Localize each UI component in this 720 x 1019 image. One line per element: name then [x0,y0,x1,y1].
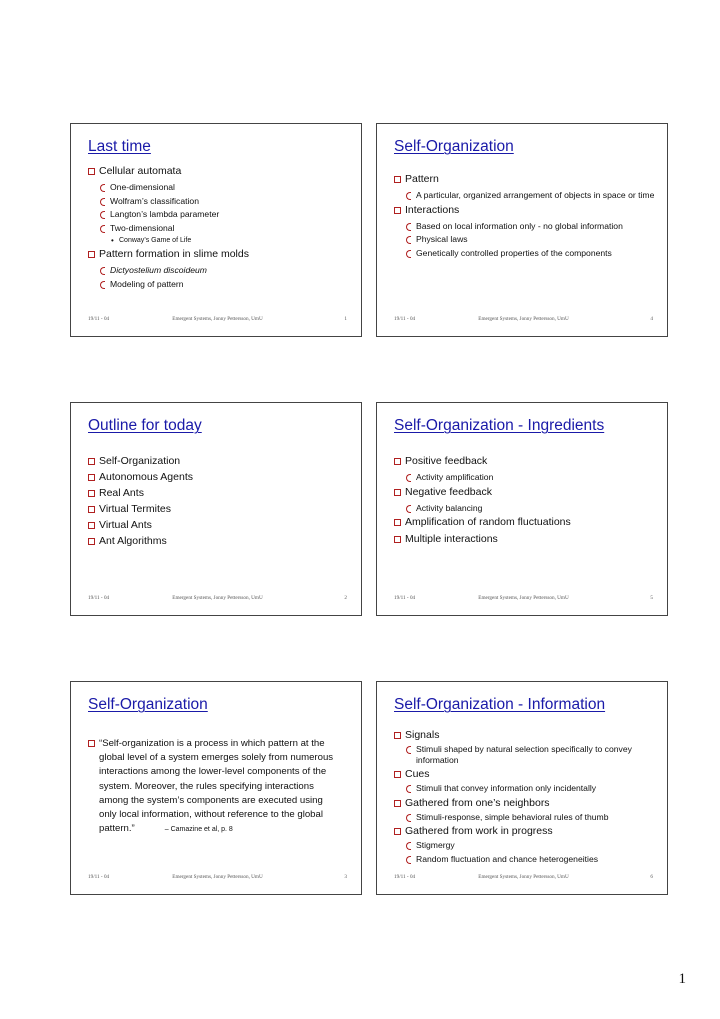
footer-date: 19/11 - 04 [394,595,416,601]
slide-number: 3 [344,874,347,880]
slide-number: 4 [650,316,653,322]
bullet: Autonomous Agents [88,471,353,484]
bullet: Pattern [394,173,659,186]
slide-body [88,737,337,841]
sub-bullet: Genetically controlled properties of the components [405,248,659,259]
slide-footer [88,595,347,604]
slide-self-organization [376,123,668,337]
bullet: Signals [394,729,659,742]
slide-body [394,455,659,550]
slide-body [394,729,659,867]
sub-bullet: Physical laws [405,234,659,245]
footer-date: 19/11 - 04 [88,874,110,880]
sub-bullet: Dictyostelium discoideum [99,265,353,276]
slide-title: Outline for today [88,417,202,434]
sub-bullet: Stimuli-response, simple behavioral rules of thumb [405,812,659,823]
footer-date: 19/11 - 04 [88,595,110,601]
sub-bullet: A particular, organized arrangement of objects in space or time [405,190,659,201]
sub-bullet: Based on local information only - no global information [405,221,659,232]
bullet: Interactions [394,204,659,217]
slide-body [88,455,353,551]
slide-outline [70,402,362,616]
footer-author: Emergent Systems, Jonny Pettersson, UmU [478,316,569,322]
sub-bullet: Activity amplification [405,472,659,483]
sub-sub-bullet: • Conway’s Game of Life [110,236,353,245]
slide-ingredients [376,402,668,616]
sub-bullet: One-dimensional [99,182,353,193]
bullet: Gathered from one’s neighbors [394,797,659,810]
quote-bullet [88,737,337,837]
sub-bullet: Wolfram’s classification [99,196,353,207]
footer-date: 19/11 - 04 [88,316,110,322]
page-number: 1 [678,971,686,987]
slide-footer [394,316,653,325]
slide-number: 6 [650,874,653,880]
footer-author: Emergent Systems, Jonny Pettersson, UmU [478,595,569,601]
bullet: Cues [394,768,659,781]
footer-author: Emergent Systems, Jonny Pettersson, UmU [478,874,569,880]
footer-author: Emergent Systems, Jonny Pettersson, UmU [172,316,263,322]
bullet: Cellular automata [88,165,353,178]
slide-title: Self-Organization [88,696,208,713]
footer-date: 19/11 - 04 [394,874,416,880]
bullet: Gathered from work in progress [394,825,659,838]
sub-bullet: Stimuli shaped by natural selection specifically to convey information [405,744,659,765]
sub-bullet: Langton’s lambda parameter [99,209,353,220]
bullet: Ant Algorithms [88,535,353,548]
slide-information [376,681,668,895]
footer-date: 19/11 - 04 [394,316,416,322]
footer-author: Emergent Systems, Jonny Pettersson, UmU [172,595,263,601]
slide-footer [394,595,653,604]
slide-footer [88,874,347,883]
slide-title: Self-Organization - Ingredients [394,417,605,434]
slide-self-organization-definition [70,681,362,895]
slide-body [394,173,659,261]
quote-text: “Self-organization is a process in which pattern at the global level of a system emerges solely from numerous interactions among the lower-level components of the system. Moreover, the rules specifying interactions among the system’s components are executed using only local information, without reference to the global pattern.” [99,738,334,835]
slide-body [88,165,353,292]
bullet: Multiple interactions [394,533,659,546]
slide-footer [88,316,347,325]
bullet: Negative feedback [394,486,659,499]
slide-footer [394,874,653,883]
footer-author: Emergent Systems, Jonny Pettersson, UmU [172,874,263,880]
slide-title: Self-Organization - Information [394,696,606,713]
sub-bullet: Random fluctuation and chance heterogeneities [405,854,659,865]
bullet: Pattern formation in slime molds [88,248,353,261]
sub-bullet: Stigmergy [405,840,659,851]
slide-title: Self-Organization [394,138,514,155]
bullet: Virtual Termites [88,503,353,516]
slide-number: 2 [344,595,347,601]
bullet: Positive feedback [394,455,659,468]
bullet: Amplification of random fluctuations [394,516,659,529]
sub-bullet: Two-dimensional [99,223,353,234]
slide-number: 1 [344,316,347,322]
sub-bullet: Activity balancing [405,503,659,514]
quote-citation: – Camazine et al, p. 8 [164,826,233,834]
bullet: Real Ants [88,487,353,500]
slide-title: Last time [88,138,151,155]
bullet: Self-Organization [88,455,353,468]
sub-bullet: Stimuli that convey information only incidentally [405,783,659,794]
bullet: Virtual Ants [88,519,353,532]
sub-bullet: Modeling of pattern [99,279,353,290]
slide-number: 5 [650,595,653,601]
slide-last-time [70,123,362,337]
